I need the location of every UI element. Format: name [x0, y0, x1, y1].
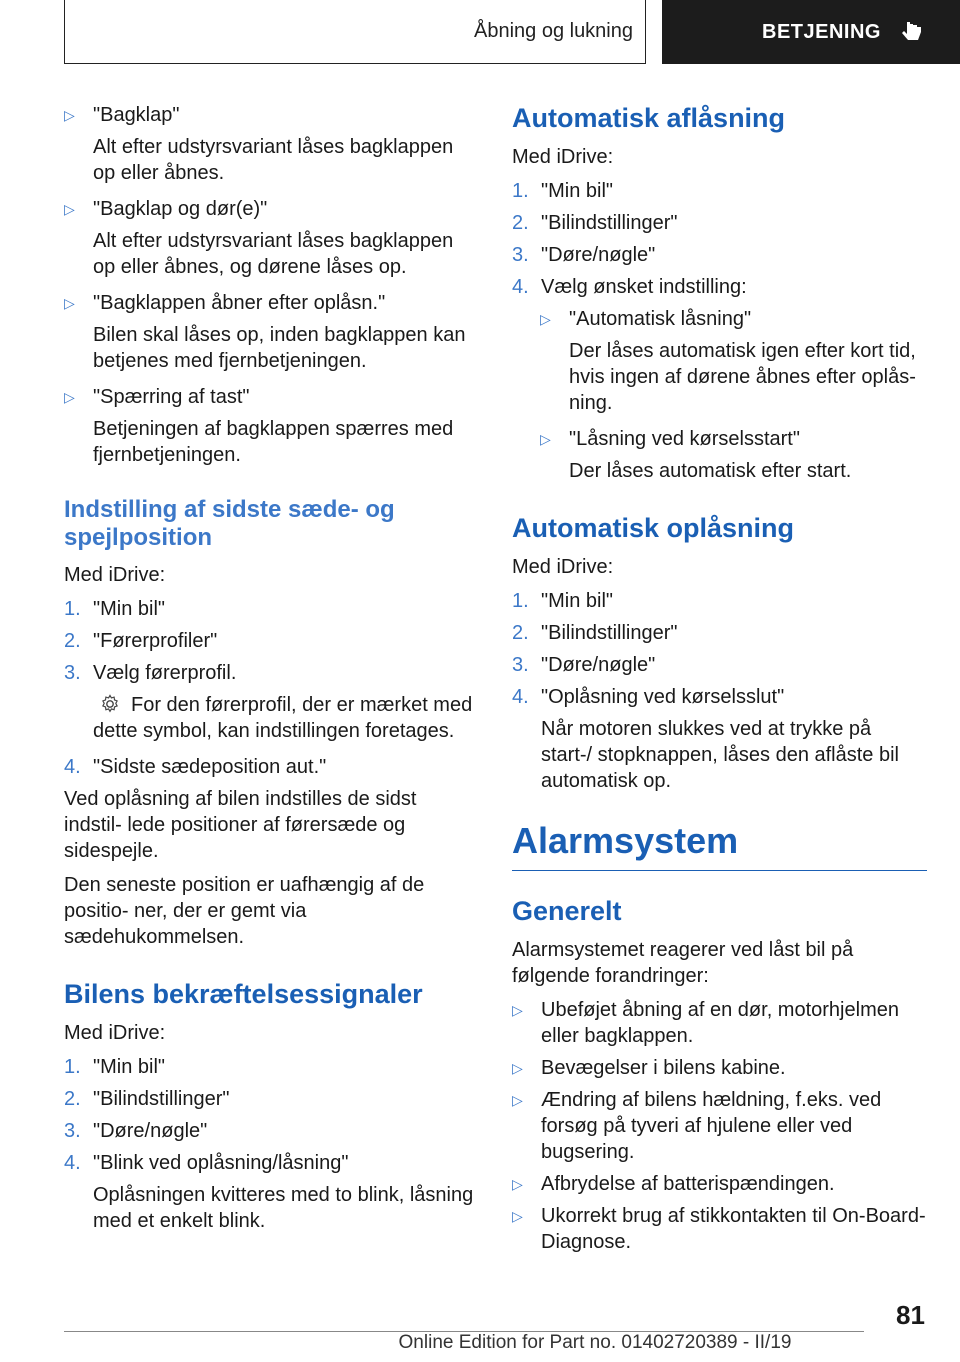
list-item: ▷ Afbrydelse af batterispændingen.: [512, 1173, 835, 1195]
step-item: 4. Vælg ønsket indstilling:: [512, 276, 747, 298]
chapter-title: Alarmsystem: [512, 820, 927, 871]
footer-text: Online Edition for Part no. 01402720389 - II/19: [398, 1332, 792, 1353]
bullet-marker: ▷: [64, 295, 75, 311]
header-section-tab: [64, 0, 646, 64]
header-chapter-title: BETJENING: [762, 20, 881, 43]
step-item: 2. "Bilindstillinger": [64, 1088, 230, 1110]
header-section-title: Åbning og lukning: [473, 20, 633, 42]
list-item: ▷ "Bagklappen åbner efter oplåsn.": [64, 292, 386, 314]
bullet-marker: ▷: [540, 311, 551, 327]
list-item-desc: Betjeningen af bagklappen spærres med fjernbetjeningen.: [93, 418, 454, 466]
step-item: 1. "Min bil": [512, 180, 613, 202]
list-item-desc: Der låses automatisk efter start.: [569, 460, 852, 482]
bullet-marker: ▷: [64, 389, 75, 405]
step-item: 1. "Min bil": [64, 598, 165, 620]
left-column: [64, 102, 479, 1244]
step-item: 1. "Min bil": [64, 1056, 165, 1078]
list-item: ▷ "Låsning ved kørselsstart": [540, 428, 800, 450]
section-heading: Automatisk aflåsning: [512, 103, 786, 133]
bullet-marker: ▷: [512, 1208, 523, 1224]
list-item: ▷ Ændring af bilens hældning, f.eks. ved forsøg på tyveri af hjulene eller ved bugsering.: [512, 1089, 882, 1163]
section-heading: Bilens bekræftelsessignaler: [64, 979, 423, 1009]
step-item: 3. "Døre/nøgle": [64, 1120, 208, 1142]
bullet-marker: ▷: [64, 107, 75, 123]
hand-pointer-icon: [901, 20, 923, 44]
step-note: Oplåsningen kvitteres med to blink, låsning med et enkelt blink.: [93, 1184, 474, 1232]
bullet-marker: ▷: [512, 1092, 523, 1108]
gear-note: For den førerprofil, der er mærket med dette symbol, kan indstillingen foretages.: [93, 694, 473, 742]
bullet-marker: ▷: [512, 1060, 523, 1076]
bullet-marker: ▷: [540, 431, 551, 447]
bullet-marker: ▷: [512, 1176, 523, 1192]
section-heading: Automatisk oplåsning: [512, 513, 795, 543]
gear-icon: [99, 694, 121, 714]
list-item-desc: Alt efter udstyrsvariant låses bagklappen op eller åbnes.: [93, 136, 454, 184]
list-item-desc: Der låses automatisk igen efter kort tid, hvis ingen af dørene åbnes efter oplås- ning.: [569, 340, 916, 414]
list-item-desc: Bilen skal låses op, inden bagklappen kan betjenes med fjernbetjeningen.: [93, 324, 466, 372]
step-item: 3. Vælg førerprofil.: [64, 662, 237, 684]
step-note: Når motoren slukkes ved at trykke på start-/ stopknappen, låses den aflåste bil automatisk op.: [541, 718, 899, 792]
step-item: 4. "Blink ved oplåsning/låsning": [64, 1152, 349, 1174]
step-item: 4. "Sidste sædeposition aut.": [64, 756, 327, 778]
step-item: 4. "Oplåsning ved kørselsslut": [512, 686, 785, 708]
section-heading: Indstilling af sidste sæde- og spejlposition: [64, 496, 395, 551]
bullet-marker: ▷: [512, 1002, 523, 1018]
list-item: ▷ "Bagklap og dør(e)": [64, 198, 268, 220]
intro-text: Alarmsystemet reagerer ved låst bil på følgende forandringer:: [512, 939, 854, 987]
body-paragraph: Den seneste position er uafhængig af de positio- ner, der er gemt via sædehukommelsen.: [64, 874, 425, 948]
step-item: 2. "Førerprofiler": [64, 630, 218, 652]
intro-text: Med iDrive:: [64, 1022, 166, 1044]
list-item: ▷ Bevægelser i bilens kabine.: [512, 1057, 786, 1079]
step-item: 2. "Bilindstillinger": [512, 212, 678, 234]
step-item: 3. "Døre/nøgle": [512, 654, 656, 676]
body-paragraph: Ved oplåsning af bilen indstilles de sidst indstil- lede positioner af førersæde og sidespejle.: [64, 788, 417, 862]
right-column: [512, 102, 927, 1261]
header-chapter-tab: [662, 0, 960, 64]
list-item: ▷ "Automatisk låsning": [540, 308, 752, 330]
section-heading: Generelt: [512, 896, 622, 926]
page-number: 81: [896, 1300, 925, 1330]
step-item: 2. "Bilindstillinger": [512, 622, 678, 644]
intro-text: Med iDrive:: [512, 556, 614, 578]
list-item-desc: Alt efter udstyrsvariant låses bagklappen op eller åbnes, og dørene låses op.: [93, 230, 454, 278]
bullet-marker: ▷: [64, 201, 75, 217]
intro-text: Med iDrive:: [64, 564, 166, 586]
step-item: 3. "Døre/nøgle": [512, 244, 656, 266]
list-item: ▷ Ukorrekt brug af stikkontakten til On-Board- Diagnose.: [512, 1205, 926, 1253]
step-item: 1. "Min bil": [512, 590, 613, 612]
list-item: ▷ Ubeføjet åbning af en dør, motorhjelmen eller bagklappen.: [512, 999, 899, 1047]
list-item: ▷ "Spærring af tast": [64, 386, 250, 408]
intro-text: Med iDrive:: [512, 146, 614, 168]
list-item: ▷ "Bagklap": [64, 104, 180, 126]
